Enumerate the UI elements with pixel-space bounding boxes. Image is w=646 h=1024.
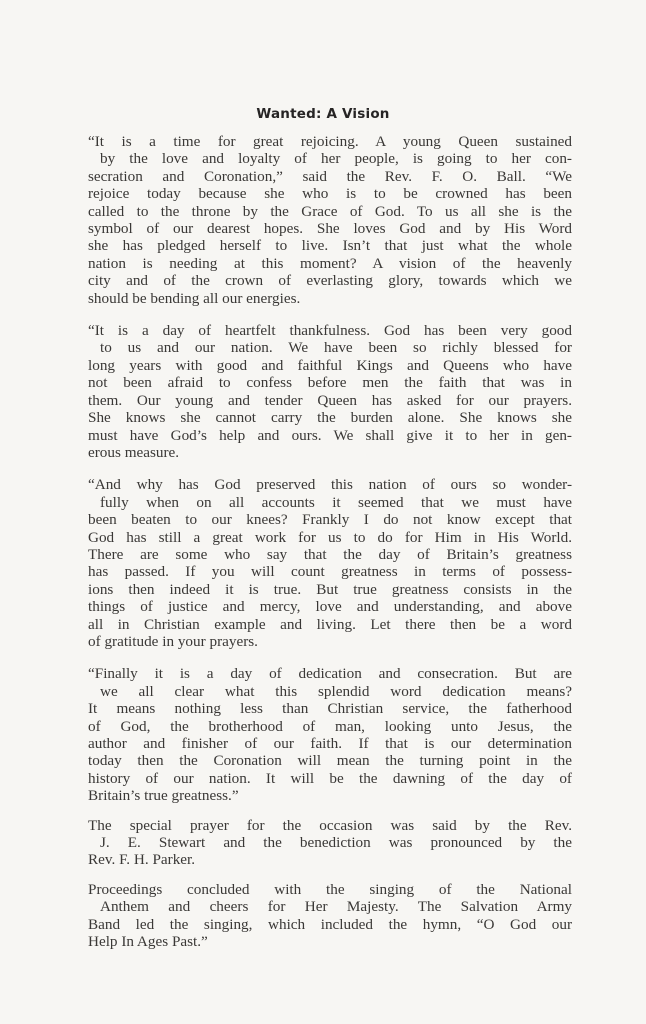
paragraph-2 — [88, 322, 572, 461]
text-line: all in Christian example and living. Let there then be a word — [88, 615, 572, 633]
text-line: There are some who say that the day of Britain’s greatness — [88, 545, 572, 563]
text-line: to us and our nation. We have been so richly blessed for — [100, 339, 572, 357]
text-line: been beaten to our knees? Frankly I do not know except that — [88, 511, 572, 529]
text-line: called to the throne by the Grace of God. To us all she is the — [88, 202, 572, 220]
article-body — [88, 133, 572, 965]
text-line: Anthem and cheers for Her Majesty. The Salvation Army — [100, 898, 572, 916]
text-line: ions then indeed it is true. But true greatness consists in the — [88, 580, 572, 598]
text-line: city and of the crown of everlasting glory, towards which we — [88, 272, 572, 290]
text-line: author and finisher of our faith. If that is our determination — [88, 735, 572, 752]
paragraph-5 — [88, 817, 572, 869]
text-line: It means nothing less than Christian service, the fatherhood — [88, 700, 572, 718]
text-line: today then the Coronation will mean the turning point in the — [88, 752, 572, 770]
text-line: Rev. F. H. Parker. — [88, 851, 196, 869]
text-line: of gratitude in your prayers. — [88, 632, 258, 650]
text-line: history of our nation. It will be the dawning of the day of — [88, 769, 572, 787]
paragraph-1 — [88, 133, 572, 307]
text-line: “Finally it is a day of dedication and consecration. But are — [88, 665, 572, 683]
text-line: not been afraid to confess before men the faith that was in — [88, 374, 572, 392]
text-line: things of justice and mercy, love and understanding, and above — [88, 598, 572, 616]
text-line: we all clear what this splendid word dedication means? — [100, 682, 572, 700]
text-line: Proceedings concluded with the singing of the National — [88, 880, 572, 898]
text-line: has passed. If you will count greatness in terms of possess- — [88, 563, 572, 581]
text-line: long years with good and faithful Kings and Queens who have — [88, 356, 572, 374]
text-line: she has pledged herself to live. Isn’t that just what the whole — [88, 237, 572, 255]
text-line: rejoice today because she who is to be crowned has been — [88, 185, 572, 203]
text-line: of God, the brotherhood of man, looking unto Jesus, the — [88, 717, 572, 735]
paragraph-4 — [88, 665, 572, 804]
text-line: The special prayer for the occasion was said by the Rev. — [88, 816, 572, 834]
text-line: “It is a day of heartfelt thankfulness. God has been very good — [88, 322, 572, 340]
text-line: them. Our young and tender Queen has asked for our prayers. — [88, 391, 572, 409]
paragraph-3 — [88, 476, 572, 650]
text-line: “And why has God preserved this nation of ours so wonder- — [88, 476, 572, 494]
text-line: J. E. Stewart and the benediction was pronounced by the — [100, 834, 572, 852]
text-line: should be bending all our energies. — [88, 289, 301, 307]
text-line: erous measure. — [88, 443, 180, 461]
text-line: God has still a great work for us to do for Him in His World. — [88, 528, 572, 546]
text-line: fully when on all accounts it seemed that we must have — [100, 493, 572, 511]
text-line: “It is a time for great rejoicing. A young Queen sustained — [88, 133, 572, 150]
text-line: Britain’s true greatness.” — [88, 787, 239, 805]
text-line: secration and Coronation,” said the Rev. F. O. Ball. “We — [88, 167, 572, 185]
text-line: Band led the singing, which included the hymn, “O God our — [88, 915, 572, 933]
paragraph-6 — [88, 881, 572, 951]
page-title: Wanted: A Vision — [256, 106, 390, 122]
text-line: nation is needing at this moment? A vision of the heavenly — [88, 254, 572, 272]
text-line: She knows she cannot carry the burden alone. She knows she — [88, 409, 572, 427]
text-line: must have God’s help and ours. We shall give it to her in gen- — [88, 426, 572, 444]
text-line: Help In Ages Past.” — [88, 933, 208, 951]
text-line: by the love and loyalty of her people, is going to her con- — [100, 150, 572, 168]
text-line: symbol of our dearest hopes. She loves God and by His Word — [88, 220, 572, 238]
